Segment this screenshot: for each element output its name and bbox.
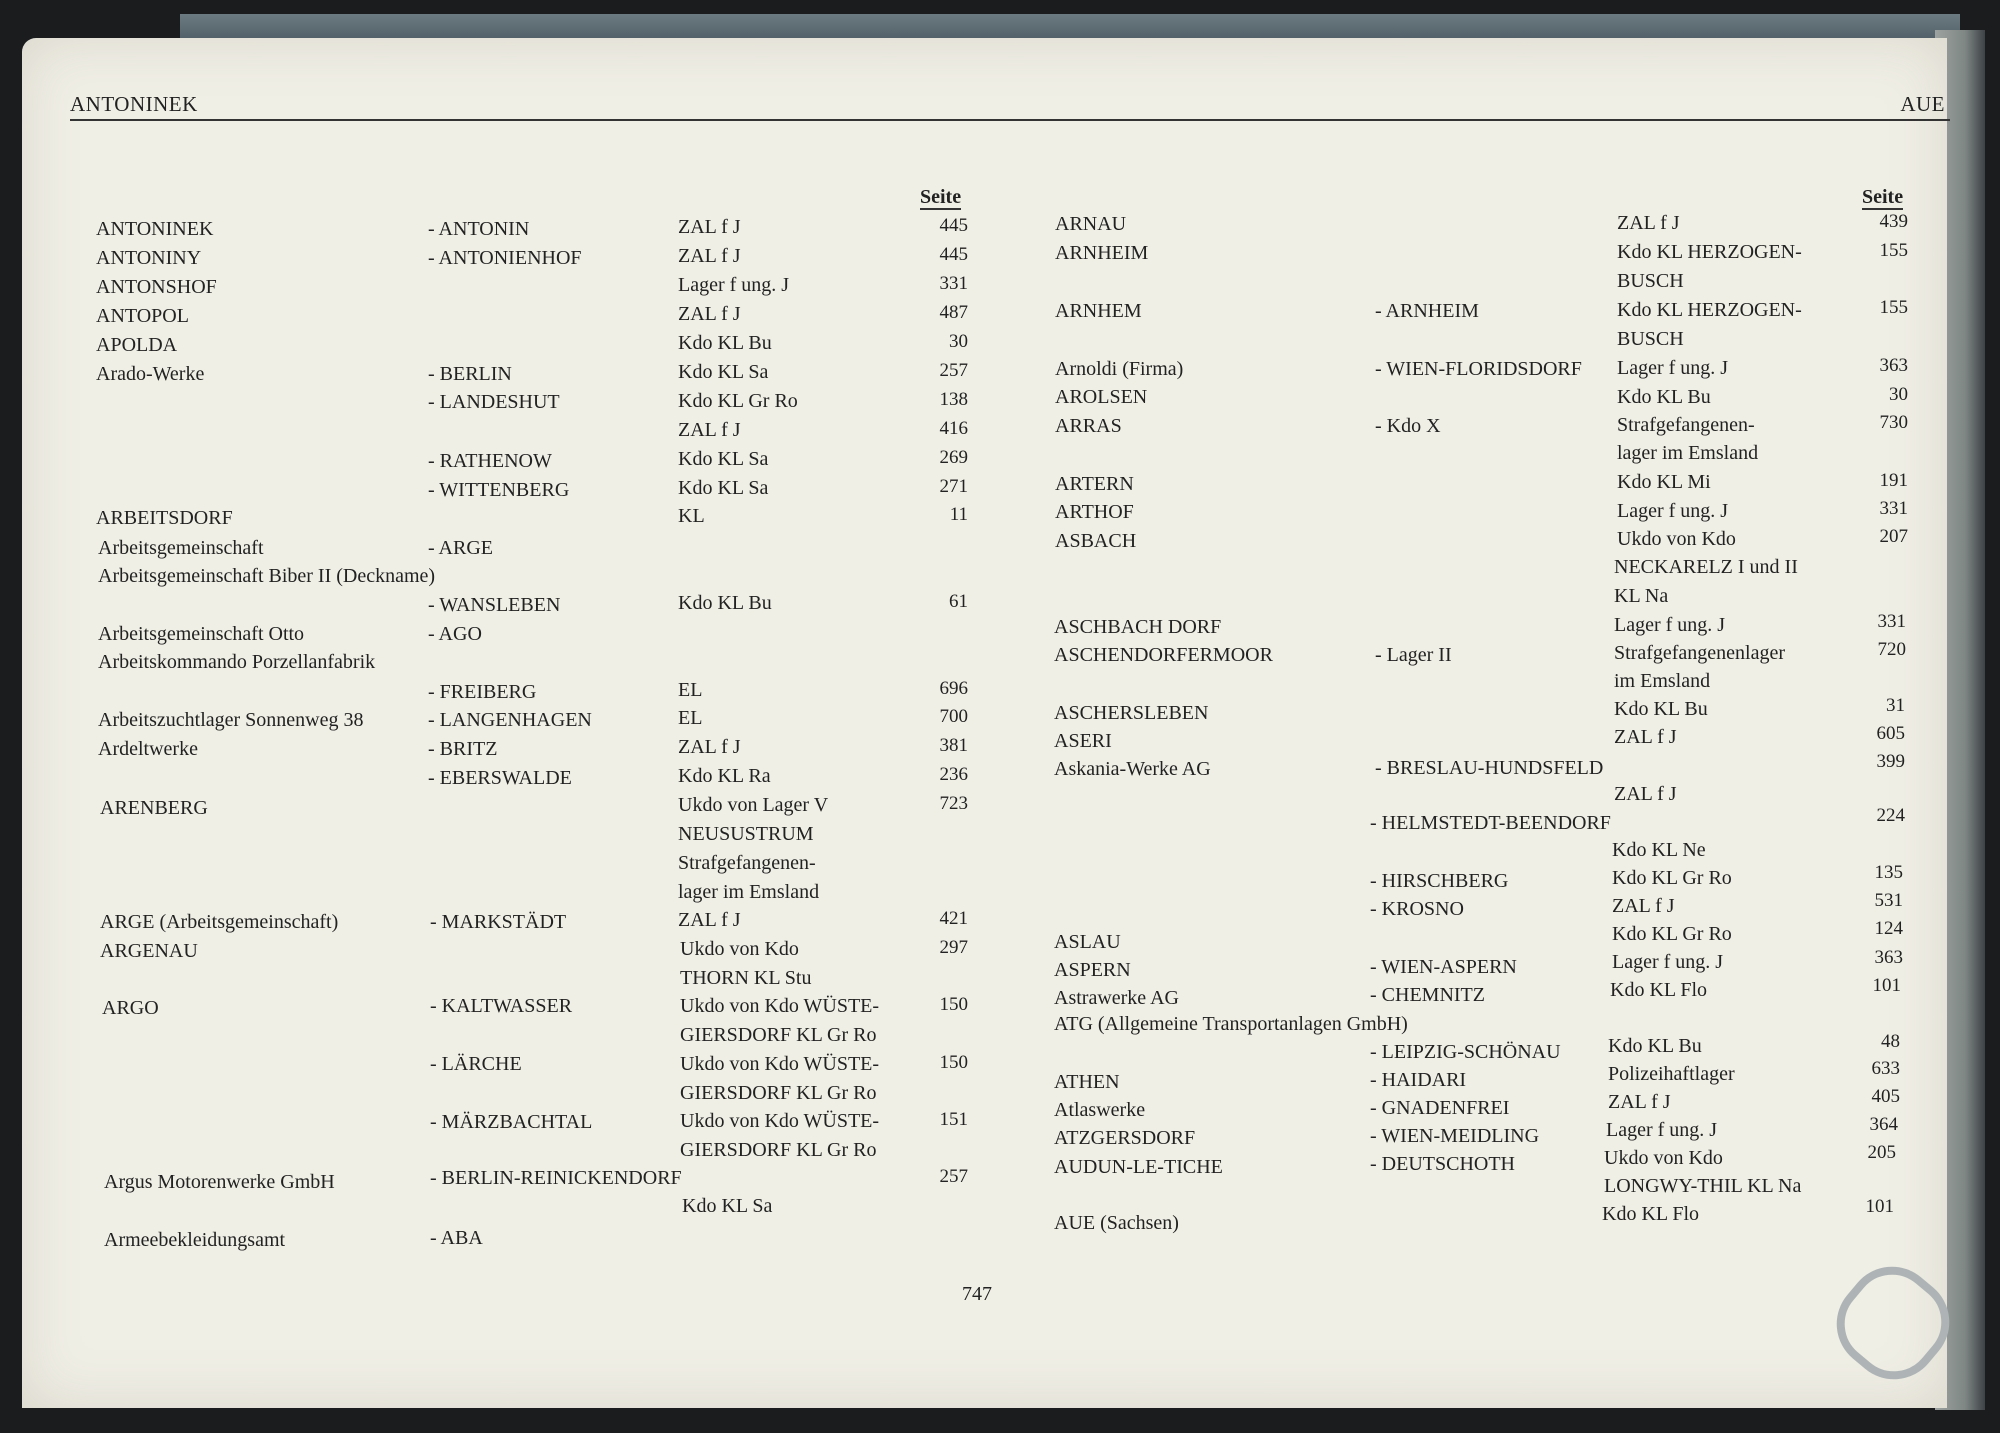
entry-name: ASCHERSLEBEN — [1054, 702, 1209, 724]
entry-page: 445 — [939, 215, 968, 236]
entry-place: - ARNHEIM — [1375, 300, 1479, 322]
entry-place: - EBERSWALDE — [428, 767, 572, 789]
entry-name: ANTONINY — [96, 247, 202, 269]
entry-type: ZAL f J — [678, 303, 741, 325]
entry-type: ZAL f J — [1617, 212, 1680, 234]
entry-page: 207 — [1879, 526, 1908, 547]
entry-type: NEUSUSTRUM — [678, 823, 814, 845]
entry-place: - WIEN-ASPERN — [1370, 956, 1517, 978]
entry-name: APOLDA — [96, 334, 178, 356]
entry-page: 101 — [1872, 975, 1901, 996]
entry-type: Kdo KL Sa — [682, 1195, 773, 1217]
entry-page: 730 — [1879, 412, 1908, 433]
entry-type: lager im Emsland — [678, 881, 820, 903]
entry-type: KL — [678, 505, 705, 527]
entry-type: Kdo KL Bu — [1608, 1035, 1702, 1057]
entry-type: ZAL f J — [678, 736, 741, 758]
entry-type: Strafgefangenen- — [678, 852, 816, 874]
entry-name: ASLAU — [1054, 931, 1121, 953]
entry-page: 364 — [1869, 1114, 1898, 1135]
entry-type: Lager f ung. J — [1617, 500, 1729, 522]
entry-page: 633 — [1871, 1058, 1900, 1079]
entry-page: 421 — [939, 908, 968, 929]
entry-page: 363 — [1879, 355, 1908, 376]
entry-name: Arbeitsgemeinschaft Biber II (Deckname) — [98, 565, 436, 587]
entry-place: - Lager II — [1375, 644, 1452, 666]
entry-page: 236 — [939, 764, 968, 785]
entry-type: Kdo KL Gr Ro — [1612, 867, 1732, 889]
entry-type: ZAL f J — [678, 419, 741, 441]
entry-page: 405 — [1871, 1086, 1900, 1107]
entry-type: EL — [678, 707, 703, 729]
entry-page: 48 — [1881, 1031, 1900, 1052]
entry-page: 381 — [939, 735, 968, 756]
entry-name: ARGENAU — [100, 940, 198, 962]
entry-page: 487 — [939, 302, 968, 323]
entry-page: 271 — [939, 476, 968, 497]
entry-name: ANTONINEK — [96, 218, 214, 240]
entry-type: Ukdo von Kdo WÜSTE- — [680, 995, 880, 1017]
entry-place: - RATHENOW — [428, 450, 552, 472]
entry-name: ATZGERSDORF — [1054, 1127, 1196, 1149]
entry-name: Atlaswerke — [1054, 1099, 1146, 1121]
entry-page: 155 — [1879, 297, 1908, 318]
entry-page: 151 — [939, 1109, 968, 1130]
entry-type: lager im Emsland — [1617, 442, 1759, 464]
entry-type: ZAL f J — [678, 909, 741, 931]
entry-type: ZAL f J — [1612, 895, 1675, 917]
entry-type: NECKARELZ I und II — [1614, 556, 1798, 578]
entry-place: - ARGE — [428, 537, 493, 559]
entry-place: - DEUTSCHOTH — [1370, 1153, 1515, 1175]
entry-page: 191 — [1879, 470, 1908, 491]
entry-name: AUDUN-LE-TICHE — [1054, 1156, 1223, 1178]
entry-type: Kdo KL Gr Ro — [678, 390, 798, 412]
entry-page: 11 — [949, 504, 968, 525]
entry-page: 696 — [939, 678, 968, 699]
entry-type: Kdo KL Sa — [678, 477, 769, 499]
entry-page: 138 — [939, 389, 968, 410]
entry-name: Askania-Werke AG — [1054, 758, 1211, 780]
entry-place: - KALTWASSER — [430, 995, 573, 1017]
entry-type: ZAL f J — [1614, 783, 1677, 805]
entry-type: Kdo KL Ne — [1612, 839, 1706, 861]
entry-name: ANTOPOL — [96, 305, 189, 327]
entry-type: ZAL f J — [678, 245, 741, 267]
entry-page: 445 — [939, 244, 968, 265]
entry-place: - FREIBERG — [428, 681, 537, 703]
entry-type: LONGWY-THIL KL Na — [1604, 1175, 1802, 1197]
entry-name: ARGO — [102, 997, 159, 1019]
entry-place: - BRITZ — [428, 738, 498, 760]
entry-page: 124 — [1874, 918, 1903, 939]
entry-name: ASCHENDORFERMOOR — [1054, 644, 1273, 666]
entry-type: Ukdo von Kdo WÜSTE- — [680, 1110, 880, 1132]
entry-type: GIERSDORF KL Gr Ro — [680, 1139, 877, 1161]
entry-type: Lager f ung. J — [1614, 614, 1726, 636]
entry-name: ARENBERG — [100, 797, 208, 819]
entry-page: 720 — [1877, 639, 1906, 660]
entry-page: 331 — [1879, 498, 1908, 519]
entry-place: - Kdo X — [1375, 415, 1441, 437]
entry-page: 61 — [949, 591, 968, 612]
entry-type: Kdo KL Bu — [1617, 386, 1711, 408]
entry-type: Lager f ung. J — [1612, 951, 1724, 973]
entry-place: - HELMSTEDT-BEENDORF — [1370, 812, 1611, 834]
entry-type: Kdo KL Bu — [678, 592, 772, 614]
entry-page: 269 — [939, 447, 968, 468]
running-header-left: ANTONINEK — [70, 92, 198, 116]
entry-name: Ardeltwerke — [98, 738, 198, 760]
entry-type: Strafgefangenenlager — [1614, 642, 1786, 664]
entry-type: BUSCH — [1617, 328, 1684, 350]
entry-type: Kdo KL Sa — [678, 361, 769, 383]
entry-page: 155 — [1879, 240, 1908, 261]
entry-type: Lager f ung. J — [1617, 357, 1729, 379]
entry-type: Kdo KL Gr Ro — [1612, 923, 1732, 945]
entry-place: - WANSLEBEN — [428, 594, 561, 616]
entry-place: - BERLIN — [428, 363, 512, 385]
entry-type: EL — [678, 679, 703, 701]
entry-name: ARRAS — [1055, 415, 1122, 437]
entry-page: 257 — [939, 360, 968, 381]
entry-name: AUE (Sachsen) — [1054, 1212, 1179, 1234]
entry-page: 30 — [1889, 384, 1908, 405]
entry-place: - LEIPZIG-SCHÖNAU — [1370, 1041, 1561, 1063]
entry-type: Ukdo von Kdo — [1617, 528, 1736, 550]
entry-page: 331 — [1877, 611, 1906, 632]
entry-type: Kdo KL Flo — [1602, 1203, 1700, 1225]
entry-place: - LÄRCHE — [430, 1053, 522, 1075]
entry-name: ARNHEIM — [1055, 242, 1149, 264]
entry-name: ARBEITSDORF — [96, 507, 233, 529]
entry-place: - ANTONIN — [428, 218, 530, 240]
page-number: 747 — [962, 1283, 992, 1305]
entry-type: Ukdo von Kdo — [1604, 1147, 1723, 1169]
entry-page: 150 — [939, 1052, 968, 1073]
entry-type: Lager f ung. J — [678, 274, 790, 296]
entry-place: - WIEN-MEIDLING — [1370, 1125, 1540, 1147]
entry-name: ASPERN — [1054, 959, 1131, 981]
entry-place: - CHEMNITZ — [1370, 984, 1485, 1006]
entry-place: - AGO — [428, 623, 482, 645]
entry-name: Arado-Werke — [96, 363, 205, 385]
entry-page: 224 — [1876, 805, 1905, 826]
entry-name: ASBACH — [1055, 530, 1137, 552]
entry-place: - LANDESHUT — [428, 391, 560, 413]
entry-name: ATHEN — [1054, 1071, 1120, 1093]
entry-place: - HIRSCHBERG — [1370, 870, 1509, 892]
entry-name: ANTONSHOF — [96, 276, 217, 298]
entry-type: Strafgefangenen- — [1617, 414, 1755, 436]
entry-type: Polizeihaftlager — [1608, 1063, 1735, 1085]
entry-page: 205 — [1867, 1142, 1896, 1163]
entry-place: - BERLIN-REINICKENDORF — [430, 1167, 682, 1189]
entry-name: Armeebekleidungsamt — [104, 1229, 286, 1251]
entry-type: im Emsland — [1614, 670, 1711, 692]
entry-name: Astrawerke AG — [1054, 987, 1179, 1009]
entry-page: 439 — [1879, 211, 1908, 232]
entry-type: Kdo KL Sa — [678, 448, 769, 470]
entry-place: - KROSNO — [1370, 898, 1464, 920]
entry-type: ZAL f J — [1608, 1091, 1671, 1113]
entry-type: GIERSDORF KL Gr Ro — [680, 1024, 877, 1046]
entry-place: - LANGENHAGEN — [428, 709, 592, 731]
entry-type: Kdo KL Flo — [1610, 979, 1708, 1001]
entry-page: 605 — [1876, 723, 1905, 744]
entry-place: - GNADENFREI — [1370, 1097, 1510, 1119]
entry-type: Ukdo von Kdo — [680, 938, 799, 960]
entry-page: 331 — [939, 273, 968, 294]
entry-page: 531 — [1874, 890, 1903, 911]
entry-name: Arbeitskommando Porzellanfabrik — [98, 651, 376, 673]
entry-type: BUSCH — [1617, 270, 1684, 292]
entry-place: - ABA — [430, 1227, 483, 1249]
entry-type: Lager f ung. J — [1606, 1119, 1718, 1141]
entry-page: 30 — [949, 331, 968, 352]
entry-page: 150 — [939, 994, 968, 1015]
entry-name: ASCHBACH DORF — [1054, 616, 1222, 638]
entry-name: Argus Motorenwerke GmbH — [104, 1171, 335, 1193]
entry-type: Kdo KL Ra — [678, 765, 771, 787]
entry-type: Kdo KL Mi — [1617, 471, 1711, 493]
entry-page: 31 — [1886, 695, 1905, 716]
entry-type: Ukdo von Lager V — [678, 794, 829, 816]
entry-page: 723 — [939, 793, 968, 814]
entry-name: AROLSEN — [1055, 386, 1148, 408]
seite-label-left: Seite — [920, 186, 962, 208]
entry-name: Arbeitsgemeinschaft Otto — [98, 623, 305, 645]
entry-name: ARNAU — [1055, 213, 1127, 235]
entry-type: ZAL f J — [1614, 726, 1677, 748]
entry-page: 135 — [1874, 862, 1903, 883]
entry-page: 700 — [939, 706, 968, 727]
entry-name: Arbeitsgemeinschaft — [98, 537, 264, 559]
entry-name: ARTHOF — [1055, 501, 1134, 523]
entry-type: Kdo KL Bu — [678, 332, 772, 354]
entry-type: Ukdo von Kdo WÜSTE- — [680, 1053, 880, 1075]
entry-type: THORN KL Stu — [680, 967, 812, 989]
entry-type: KL Na — [1614, 585, 1669, 607]
running-header-right: AUE — [1900, 92, 1945, 116]
entry-name: ARNHEM — [1055, 300, 1142, 322]
entry-type: Kdo KL Bu — [1614, 698, 1708, 720]
entry-place: - BRESLAU-HUNDSFELD — [1375, 757, 1604, 779]
entry-page: 101 — [1865, 1196, 1894, 1217]
entry-name: ATG (Allgemeine Transportanlagen GmbH) — [1054, 1013, 1408, 1035]
seite-label-right: Seite — [1862, 186, 1904, 208]
entry-name: Arbeitszuchtlager Sonnenweg 38 — [98, 709, 364, 731]
entry-type: Kdo KL HERZOGEN- — [1617, 299, 1802, 321]
entry-place: - MARKSTÄDT — [430, 911, 567, 933]
entry-place: - ANTONIENHOF — [428, 247, 582, 269]
header-rule — [70, 119, 1950, 121]
entry-name: Arnoldi (Firma) — [1055, 358, 1184, 380]
entry-name: ARGE (Arbeitsgemeinschaft) — [100, 911, 339, 933]
entry-page: 257 — [939, 1166, 968, 1187]
entry-name: ASERI — [1054, 730, 1112, 752]
entry-name: ARTERN — [1055, 473, 1134, 495]
entry-page: 399 — [1876, 751, 1905, 772]
entry-type: GIERSDORF KL Gr Ro — [680, 1082, 877, 1104]
entry-type: Kdo KL HERZOGEN- — [1617, 241, 1802, 263]
entry-place: - MÄRZBACHTAL — [430, 1111, 593, 1133]
entry-page: 297 — [939, 937, 968, 958]
entry-place: - WIEN-FLORIDSDORF — [1375, 358, 1582, 380]
entry-place: - HAIDARI — [1370, 1069, 1467, 1091]
entry-page: 363 — [1874, 947, 1903, 968]
entry-place: - WITTENBERG — [428, 479, 570, 501]
entry-page: 416 — [939, 418, 968, 439]
entry-type: ZAL f J — [678, 216, 741, 238]
